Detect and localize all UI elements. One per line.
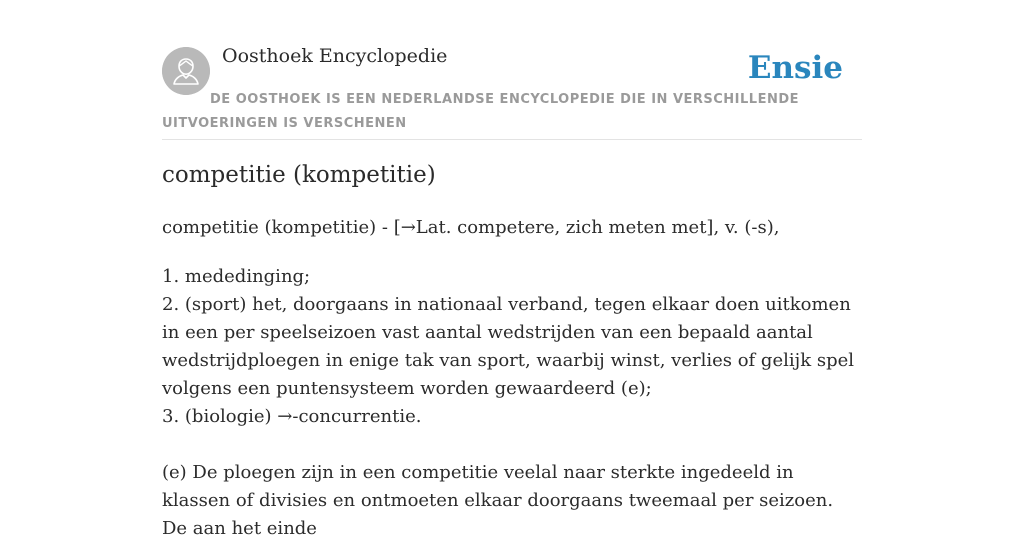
site-name[interactable]: Oosthoek Encyclopedie bbox=[222, 45, 448, 67]
meaning-item: 3. (biologie) →-concurrentie. bbox=[162, 406, 422, 427]
site-header bbox=[162, 0, 862, 140]
meaning-item: 2. (sport) het, doorgaans in nationaal verband, tegen elkaar doen uitkomen in een per speelseizoen vast aantal wedstrijden van een bepaald aantal wedstrijdploegen in enige tak van sport, waarbij winst, verlies of gelijk spel volgens een puntensysteem worden gewaardeerd (e); bbox=[162, 294, 854, 399]
site-tagline: DE OOSTHOEK IS EEN NEDERLANDSE ENCYCLOPEDIE DIE IN VERSCHILLENDE UITVOERINGEN IS VERSCHENEN bbox=[162, 92, 800, 131]
article-paragraph: (e) De ploegen zijn in een competitie veelal naar sterkte ingedeeld in klassen of divisies en ontmoeten elkaar doorgaans tweemaal per seizoen. De aan het einde bbox=[162, 462, 834, 539]
brand-logo[interactable]: Ensie bbox=[747, 50, 843, 86]
meanings-list bbox=[162, 263, 862, 431]
page-title: competitie (kompetitie) bbox=[162, 162, 436, 188]
meaning-item: 1. mededinging; bbox=[162, 266, 311, 287]
definition-line: competitie (kompetitie) - [→Lat. competere, zich meten met], v. (-s), bbox=[162, 217, 780, 238]
page-container bbox=[162, 0, 862, 539]
